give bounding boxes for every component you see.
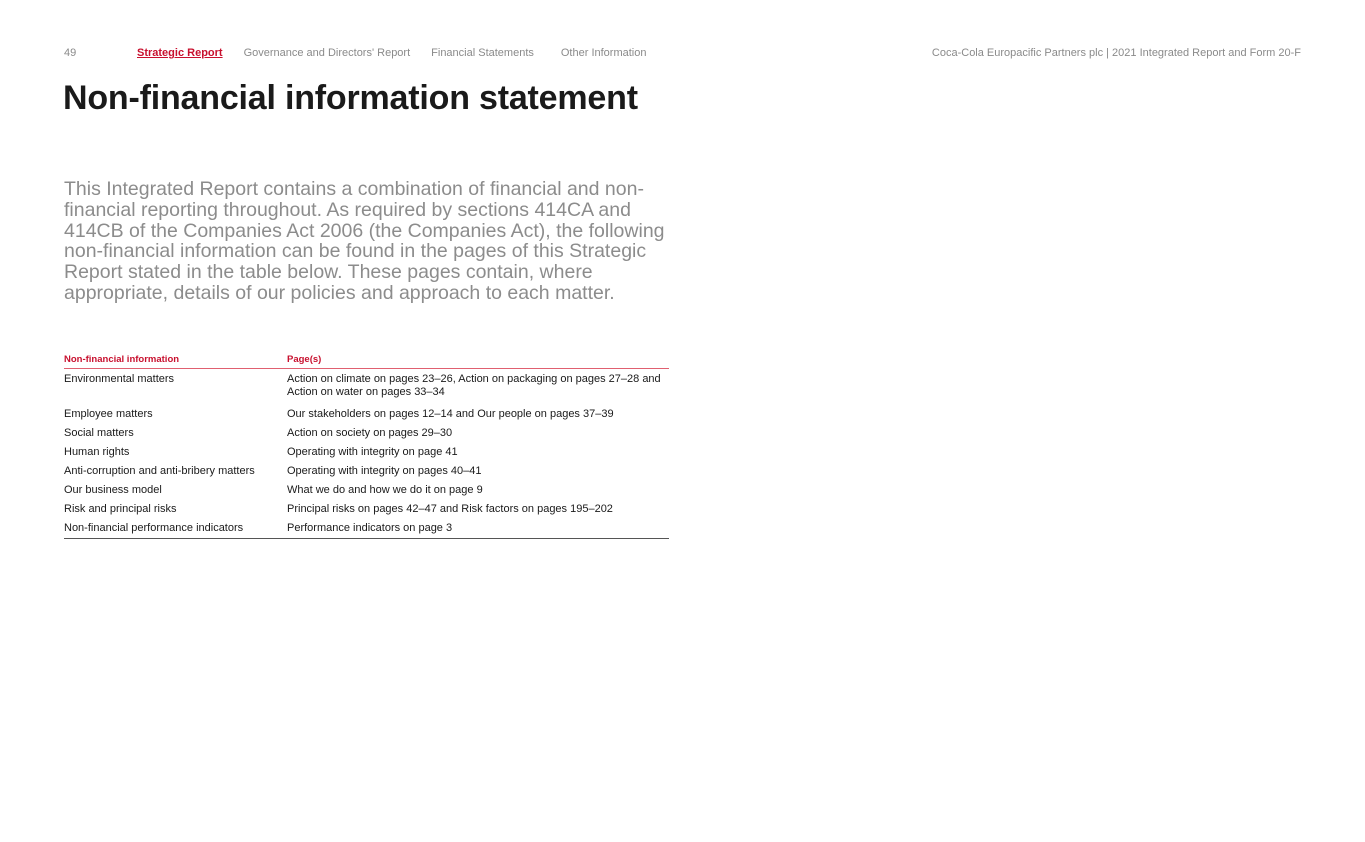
table-row: [64, 500, 669, 519]
nav-link-financial-statements[interactable]: Financial Statements: [431, 47, 534, 59]
row-pages: What we do and how we do it on page 9: [287, 484, 483, 496]
nav-link-other-information[interactable]: Other Information: [560, 47, 647, 59]
table-row: [64, 369, 669, 406]
top-navigation-bar: [64, 47, 1301, 63]
intro-paragraph: This Integrated Report contains a combination of financial and non-financial reporting throughout. As required by sections 414CA and 414CB of the Companies Act 2006 (the Companies Act), the following non-financial information can be found in the pages of this Strategic Report stated in the table below. These pages contain, where appropriate, details of our policies and approach to each matter.: [64, 178, 665, 304]
table-row: [64, 481, 669, 500]
table-row: [64, 462, 669, 481]
row-matter: Human rights: [64, 446, 130, 458]
table-row: [64, 424, 669, 443]
table-header-row: [64, 352, 669, 369]
row-pages: Operating with integrity on pages 40–41: [287, 465, 482, 477]
row-pages: Performance indicators on page 3: [287, 519, 669, 539]
row-pages: Action on society on pages 29–30: [287, 427, 453, 439]
column-header-pages: Page(s): [287, 352, 669, 369]
table-row: [64, 519, 669, 539]
row-pages: Our stakeholders on pages 12–14 and Our people on pages 37–39: [287, 408, 614, 420]
row-matter: Risk and principal risks: [64, 503, 177, 515]
row-matter: Social matters: [64, 427, 134, 439]
table-row: [64, 405, 669, 424]
row-pages: Action on climate on pages 23–26, Action on packaging on pages 27–28 and Action on water on pages 33–34: [287, 373, 661, 398]
document-reference: Coca-Cola Europacific Partners plc | 2021 Integrated Report and Form 20-F: [931, 47, 1301, 59]
row-matter: Our business model: [64, 484, 162, 496]
row-matter: Employee matters: [64, 408, 153, 420]
row-pages: Operating with integrity on page 41: [287, 446, 458, 458]
section-nav: [137, 47, 667, 59]
nav-link-governance[interactable]: Governance and Directors' Report: [243, 47, 411, 59]
row-pages: Principal risks on pages 42–47 and Risk factors on pages 195–202: [287, 503, 613, 515]
row-matter: Non-financial performance indicators: [64, 519, 287, 539]
page-number: 49: [64, 47, 77, 59]
table-row: [64, 443, 669, 462]
row-matter: Anti-corruption and anti-bribery matters: [64, 465, 255, 477]
column-header-information: Non-financial information: [64, 352, 287, 369]
page-title: Non-financial information statement: [63, 79, 638, 117]
row-matter: Environmental matters: [64, 373, 175, 385]
nav-link-strategic-report[interactable]: Strategic Report: [137, 47, 223, 59]
non-financial-info-table: [64, 352, 669, 539]
